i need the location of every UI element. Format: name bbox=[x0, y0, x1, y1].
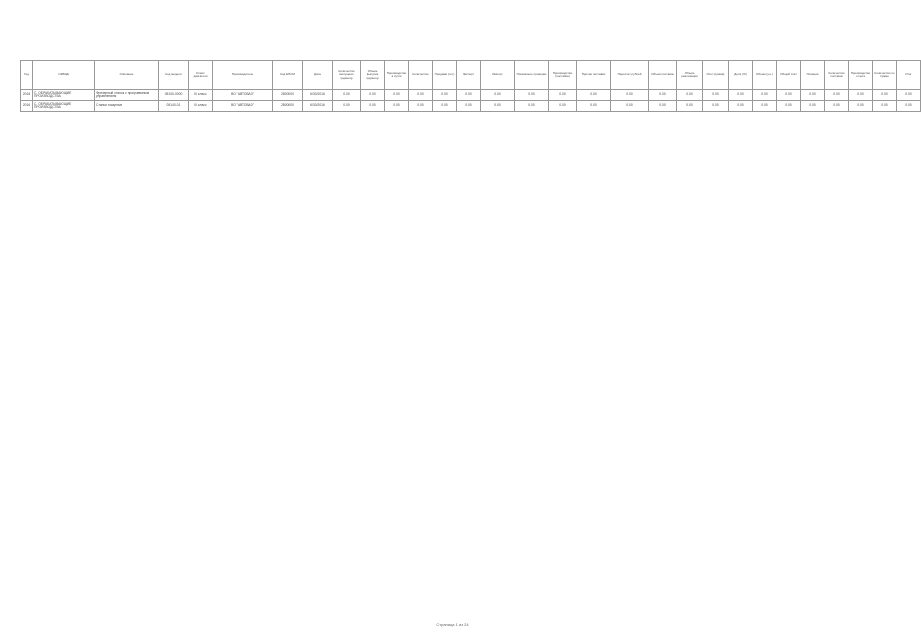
table-cell: 0.00 bbox=[825, 90, 849, 101]
column-header: Количество по сумме bbox=[873, 61, 897, 90]
column-header: Количество bbox=[409, 61, 433, 90]
column-header: Показатель проверки bbox=[515, 61, 549, 90]
table-cell: 0.00 bbox=[577, 101, 611, 112]
table-cell: 2016 bbox=[21, 101, 33, 112]
table-cell: 0.00 bbox=[549, 101, 577, 112]
column-header: Год bbox=[21, 61, 33, 90]
column-header: Объем (у.е.) bbox=[753, 61, 777, 90]
table-cell: 0.00 bbox=[611, 90, 649, 101]
table-cell: 0.00 bbox=[611, 101, 649, 112]
table-cell: 0.00 bbox=[897, 90, 921, 101]
table-row bbox=[21, 90, 921, 101]
table-cell: 0.00 bbox=[549, 90, 577, 101]
column-header: Итог (сумма) bbox=[703, 61, 729, 90]
header-row bbox=[21, 61, 921, 90]
table-cell: 0.00 bbox=[677, 101, 703, 112]
table-cell: ВО "АВТОВАЗ" bbox=[213, 101, 273, 112]
column-header: Объем реализации bbox=[677, 61, 703, 90]
table-cell: 0.00 bbox=[409, 101, 433, 112]
table-cell: 0.00 bbox=[849, 101, 873, 112]
column-header: Класс двигателя bbox=[189, 61, 213, 90]
table-cell: III класс bbox=[189, 101, 213, 112]
table-cell: 2016 bbox=[21, 90, 33, 101]
column-header: Объем поставок bbox=[649, 61, 677, 90]
column-header: Код ЕПСМ bbox=[273, 61, 303, 90]
column-header: Продажи (шт.) bbox=[433, 61, 457, 90]
column-header: Производство в сутки bbox=[385, 61, 409, 90]
table-cell: 0.00 bbox=[577, 90, 611, 101]
table-cell: 0.00 bbox=[729, 101, 753, 112]
table-cell: 0.00 bbox=[409, 90, 433, 101]
table-cell: 2800000 bbox=[273, 90, 303, 101]
column-header: Количество выпущено (единиц) bbox=[333, 61, 361, 90]
table-cell: С. ОБРАБАТЫВАЮЩИЕ ПРОИЗВОДСТВА bbox=[33, 101, 95, 112]
table-cell: 0.00 bbox=[873, 90, 897, 101]
column-header: Пересчет рублей bbox=[611, 61, 649, 90]
table-cell: 0.00 bbox=[361, 90, 385, 101]
table-cell: 0.00 bbox=[703, 90, 729, 101]
column-header: Количество поставок bbox=[825, 61, 849, 90]
table-cell: 0.00 bbox=[333, 101, 361, 112]
table-cell: 0.00 bbox=[433, 90, 457, 101]
table-cell: 0.00 bbox=[729, 90, 753, 101]
table-cell: 0.00 bbox=[457, 90, 481, 101]
table-cell: 0.00 bbox=[361, 101, 385, 112]
table-cell: 0.00 bbox=[753, 101, 777, 112]
table-cell: 2800000 bbox=[273, 101, 303, 112]
table-cell: С. ОБРАБАТЫВАЮЩИЕ ПРОИЗВОДСТВА bbox=[33, 90, 95, 101]
table-cell: 0.00 bbox=[777, 90, 801, 101]
table-cell: 0.00 bbox=[703, 101, 729, 112]
column-header: Производитель bbox=[213, 61, 273, 90]
table-cell: III класс bbox=[189, 90, 213, 101]
table-cell: 0.00 bbox=[333, 90, 361, 101]
table-cell: 0.00 bbox=[825, 101, 849, 112]
table-cell: 0.00 bbox=[385, 101, 409, 112]
column-header: Доля (%) bbox=[729, 61, 753, 90]
table-cell: 0.00 bbox=[677, 90, 703, 101]
table-cell: 0.00 bbox=[873, 101, 897, 112]
column-header: Экспорт bbox=[457, 61, 481, 90]
table-cell: 0.00 bbox=[649, 90, 677, 101]
table-cell: 05100-0000 bbox=[159, 90, 189, 101]
column-header: Производство (поставка) bbox=[549, 61, 577, 90]
table-cell: 6/30/2016 bbox=[303, 101, 333, 112]
table-cell: 0.00 bbox=[897, 101, 921, 112]
table-cell: 0.00 bbox=[777, 101, 801, 112]
column-header: Описание bbox=[95, 61, 159, 90]
table-cell: ВО "АВТОВАЗ" bbox=[213, 90, 273, 101]
table-cell: Фрезерный станок с программным управлением bbox=[95, 90, 159, 101]
table-row bbox=[21, 101, 921, 112]
table-body bbox=[21, 90, 921, 112]
column-header: Импорт bbox=[481, 61, 515, 90]
table-cell: Станки токарные bbox=[95, 101, 159, 112]
table-cell: 0.00 bbox=[515, 90, 549, 101]
column-header: Итог bbox=[897, 61, 921, 90]
column-header: ОКВЭД bbox=[33, 61, 95, 90]
table-cell: 0.00 bbox=[649, 101, 677, 112]
column-header: Прочие поставки bbox=[577, 61, 611, 90]
column-header: Код модели bbox=[159, 61, 189, 90]
table-cell: 0.00 bbox=[481, 101, 515, 112]
data-table bbox=[20, 60, 921, 112]
table-cell: 0.00 bbox=[481, 90, 515, 101]
table-cell: 0.00 bbox=[433, 101, 457, 112]
column-header: Позиция bbox=[801, 61, 825, 90]
table-cell: 0.00 bbox=[801, 90, 825, 101]
column-header: Общий счёт bbox=[777, 61, 801, 90]
page-footer: Страница 1 из 24 bbox=[436, 622, 469, 627]
table-cell: 0.00 bbox=[515, 101, 549, 112]
table-cell: 0.00 bbox=[457, 101, 481, 112]
table-cell: 0.00 bbox=[801, 101, 825, 112]
table-cell: 6/30/2016 bbox=[303, 90, 333, 101]
table-cell: 0.00 bbox=[849, 90, 873, 101]
table-cell: 0.00 bbox=[385, 90, 409, 101]
table-cell: 05140-01 bbox=[159, 101, 189, 112]
column-header: Объем выпуска (единиц) bbox=[361, 61, 385, 90]
column-header: Производство отчета bbox=[849, 61, 873, 90]
column-header: Дата bbox=[303, 61, 333, 90]
table-cell: 0.00 bbox=[753, 90, 777, 101]
